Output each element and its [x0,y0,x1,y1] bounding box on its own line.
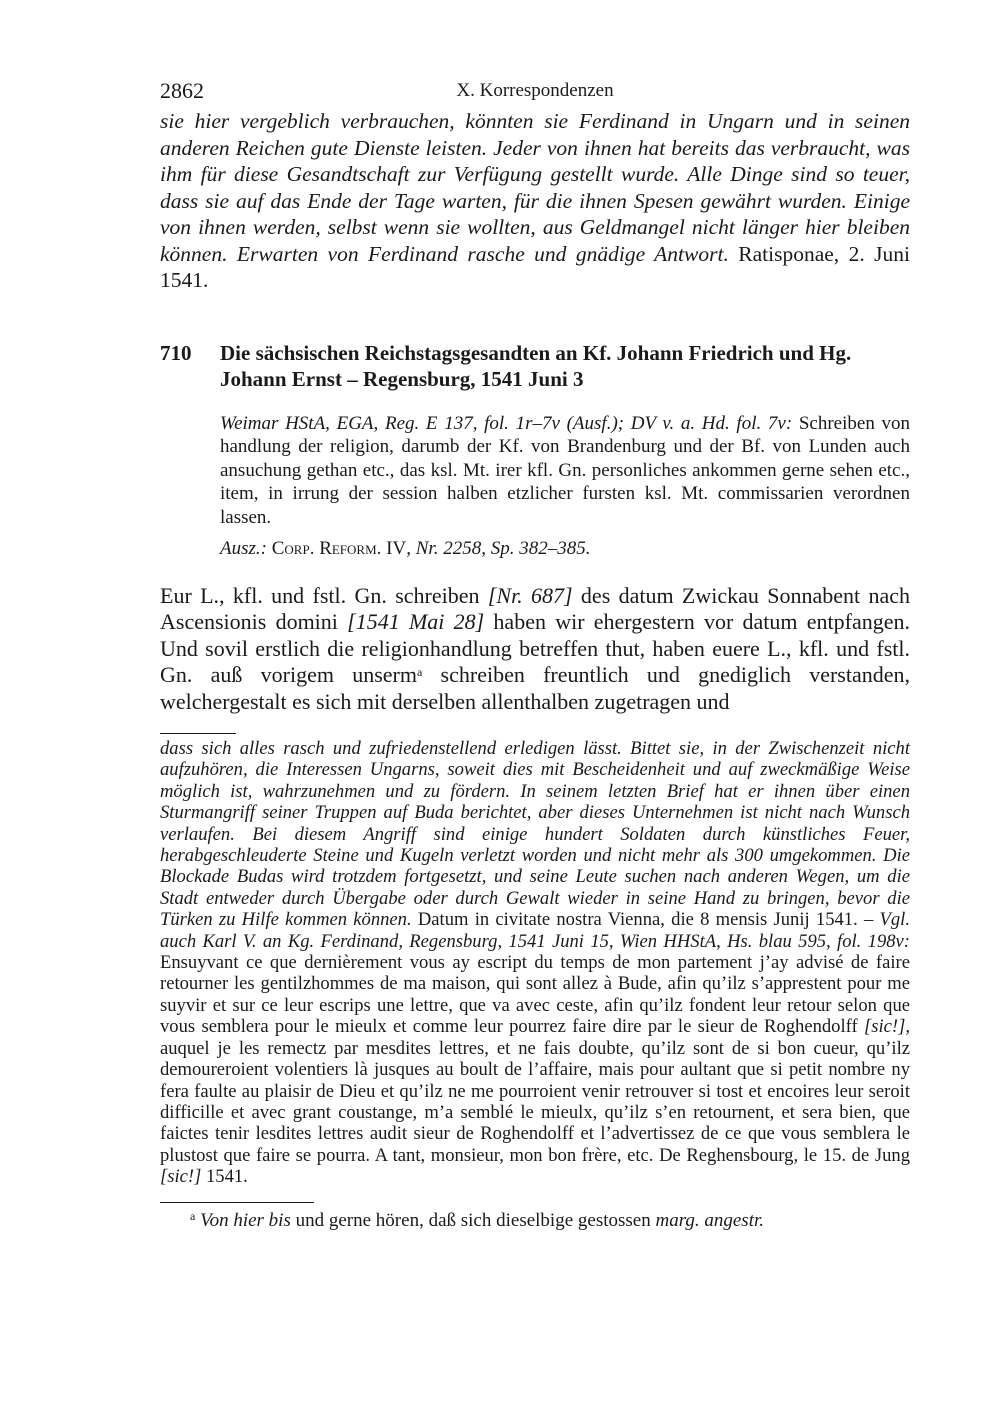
body-ref-2: [1541 Mai 28] [347,609,485,634]
document-title: Die sächsischen Reichstagsgesandten an Kf. Johann Friedrich und Hg. Johann Ernst – Regensburg, 1541 Juni 3 [220,340,852,391]
document-heading [160,340,910,392]
running-title: X. Korrespondenzen [456,80,614,101]
source-archive: Weimar HStA, EGA, Reg. E 137, fol. 1r–7v (Ausf.); DV v. a. Hd. fol. 7v: [220,412,793,434]
body-ref-1: [Nr. 687] [487,582,573,608]
document-number: 710 [160,340,192,365]
intro-italic: sie hier vergeblich verbrauchen, könnten sie Ferdinand in Ungarn und in seinen anderen Reichen gute Dienste leisten. Jeder von ihnen hat bereits das verbraucht, was ihm für diese Gesandtschaft zur Verfügung gestellt wurde. Alle Dinge sind so teuer, dass sie auf das Ende der Tage warten, für die ihnen Spesen gewährt wurden. Einige von ihnen werden, selbst wenn sie wollten, aus Geldmangel nicht länger hier bleiben können. Erwarten von Ferdinand rasche und gnädige Antwort. [160,109,910,266]
notes-italic-3: [sic!], [864,1016,910,1038]
notes-italic-4: [sic!] [160,1166,202,1188]
footnote-text: und gerne hören, daß sich dieselbige gestossen [290,1209,656,1231]
page-header [160,78,910,108]
notes-italic-2: Vgl. auch Karl V. an Kg. Ferdinand, Regensburg, 1541 Juni 15, Wien HHStA, Hs. blau 595, fol. 198v: [160,909,910,952]
excerpt-number: , Nr. 2258, Sp. 382–385. [406,538,591,559]
notes-text-4: 1541. [201,1166,248,1188]
excerpt-label: Ausz.: [220,538,267,559]
source-description [220,412,910,530]
page [160,78,910,1233]
source-text: Schreiben von handlung der religion, darumb der Kf. von Brandenburg und der Bf. von Lunden auch ansuchung gethan etc., das ksl. Mt. irer kfl. Gn. personliches ankommen gerne sehen etc., item, in irrung der session halben etzlicher fursten ksl. Mt. commissarien verordnen lassen. [220,412,910,528]
body-text-4: schreiben freuntlich und gnediglich verstanden, welchergestalt es sich mit derselben allenthalben zugetragen und [160,662,910,714]
excerpt-edition: Corp. Reform. [266,538,382,559]
letter-body [160,583,910,716]
footnote-a [190,1209,910,1233]
notes-text-3: auquel je les remectz par mesdites lettres, et ne fais doubte, qu’ilz sont de si bon cueur, qu’ilz demoureroient volentiers là jusques au boult de l’affaire, mais pour aultant que si petit nombre ny fera faulte au plaisir de Dieu et qu’ilz ne me pourroient venir retrouver si tost et encoires leur seroit difficille et avec grant coustange, m’a semblé le mieulx, qu’ilz s’en retournent, et sera bien, que faictes tenir lesdites lettres audit sieur de Roghendolff et l’advertissez de ce que vous semblera le plustost que faire se pourra. A tant, monsieur, mon bon frère, etc. De Reghensbourg, le 15. de Jung [160,1037,910,1166]
footnote-divider [160,1202,314,1203]
commentary-notes [160,738,910,1188]
notes-italic-1: dass sich alles rasch und zufriedenstellend erledigen lässt. Bittet sie, in der Zwischenzeit nicht aufzuhören, die Interessen Ungarns, soweit dies mit Bescheidenheit und auf zweckmäßige Weise möglich ist, wahrzunehmen und zu fördern. In seinem letzten Brief hat er ihnen über einen Sturmangriff seiner Truppen auf Buda berichtet, aber dieses Unternehmen ist nicht nach Wunsch verlaufen. Bei diesem Angriff sind einige hundert Soldaten durch künstliches Feuer, herabgeschleuderte Steine und Kugeln verletzt worden und nicht mehr als 300 umgekommen. Die Blockade Budas wird trotzdem fortgesetzt, und seine Leute suchen nach anderen Wegen, um die Stadt entweder durch Übergabe oder durch Gewalt wieder in seine Hand zu bringen, bevor die Türken zu Hilfe kommen können. [160,738,910,931]
source-block [220,412,910,561]
footnote-italic-1: Von hier bis [200,1209,291,1231]
body-text-2: des datum Zwickau Sonnabent nach Ascensionis domini [160,582,910,634]
notes-text-2: Ensuyvant ce que dernièrement vous ay escript du temps de mon partement j’ay advisé de faire retourner les gentilzhommes de ma maison, qui sont allez à Bude, afin qu’ilz s’apprestent pour me suyvir et sur ce leur escrips une lettre, que va avec ceste, afin qu’ilz fondent leur retour selon que vous semblera pour le mieulx et comme leur pourrez faire dire par le sieur de Roghendolff [160,952,910,1038]
excerpt-reference [220,537,910,561]
letter-paragraph [160,583,910,716]
notes-text-1: Datum in civitate nostra Vienna, die 8 mensis Junij 1541. – [411,909,880,931]
footnote-letter: a [190,1208,196,1223]
intro-closing: Ratisponae, 2. Juni 1541. [160,241,910,292]
excerpt-volume: IV [381,538,407,559]
notes-divider [160,733,236,734]
footnote-marker: a [416,665,423,679]
page-number: 2862 [160,78,204,103]
body-text-1: Eur L., kfl. und fstl. Gn. schreiben [160,582,488,608]
footnote-italic-2: marg. angestr. [655,1209,765,1231]
intro-paragraph [160,108,910,294]
notes-paragraph [160,738,910,1188]
body-text-3: haben wir ehergestern vor datum entpfangen. Und sovil erstlich die religionhandlung betreffen thut, haben euere L., kfl. und fstl. Gn. auß vorigem unserm [160,609,911,687]
